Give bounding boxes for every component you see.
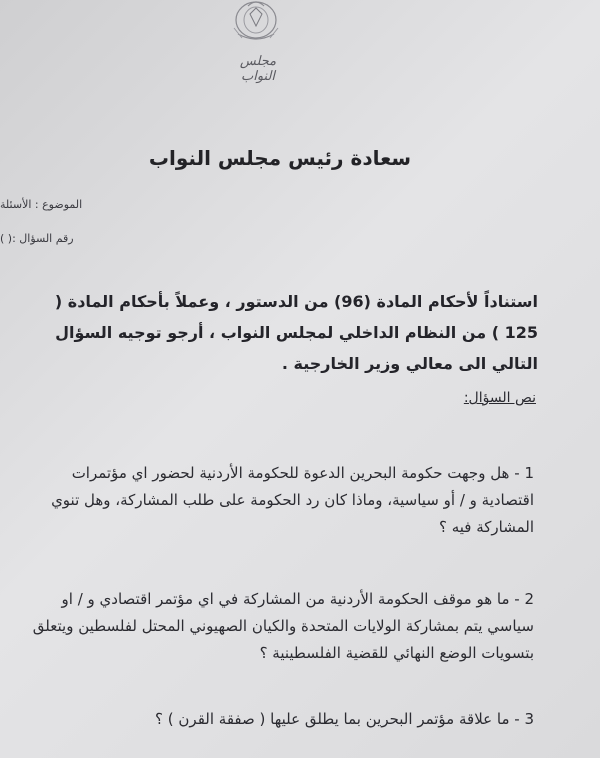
- subject-line: الموضوع : الأسئلة: [0, 198, 83, 211]
- question-item: [29, 586, 534, 667]
- question-item: [34, 460, 534, 541]
- question-item-number: 3 -: [514, 710, 534, 728]
- addressee-heading: سعادة رئيس مجلس النواب: [148, 146, 412, 170]
- question-text-label: نص السؤال:: [463, 390, 536, 406]
- intro-paragraph: استناداً لأحكام المادة (96) من الدستور ، وعملاً بأحكام المادة ( 125 ) من النظام الداخلي لمجلس النواب ، أرجو توجيه السؤال التالي الى معالي وزير الخارجية .: [54, 292, 538, 373]
- institution-logo-text: مجلس النواب: [239, 54, 277, 84]
- question-item-number: 1 -: [514, 464, 534, 482]
- question-number-line: رقم السؤال :( ): [0, 232, 74, 245]
- question-item-number: 2 -: [514, 590, 534, 608]
- question-item-text: ما علاقة مؤتمر البحرين بما يطلق عليها ( صفقة القرن ) ؟: [155, 710, 510, 728]
- question-item: [34, 706, 534, 733]
- question-item-text: هل وجهت حكومة البحرين الدعوة للحكومة الأردنية لحضور اي مؤتمرات اقتصادية و / أو سياسية، وماذا كان رد الحكومة على طلب المشاركة، وهل تنوي المشاركة فيه ؟: [51, 464, 534, 536]
- coat-of-arms-icon: [228, 0, 284, 44]
- question-item-text: ما هو موقف الحكومة الأردنية من المشاركة في اي مؤتمر اقتصادي و / او سياسي يتم بمشاركة الولايات المتحدة والكيان الصهيوني المحتل لفلسطين ويتعلق بتسويات الوضع النهائي للقضية الفلسطينية ؟: [32, 590, 534, 662]
